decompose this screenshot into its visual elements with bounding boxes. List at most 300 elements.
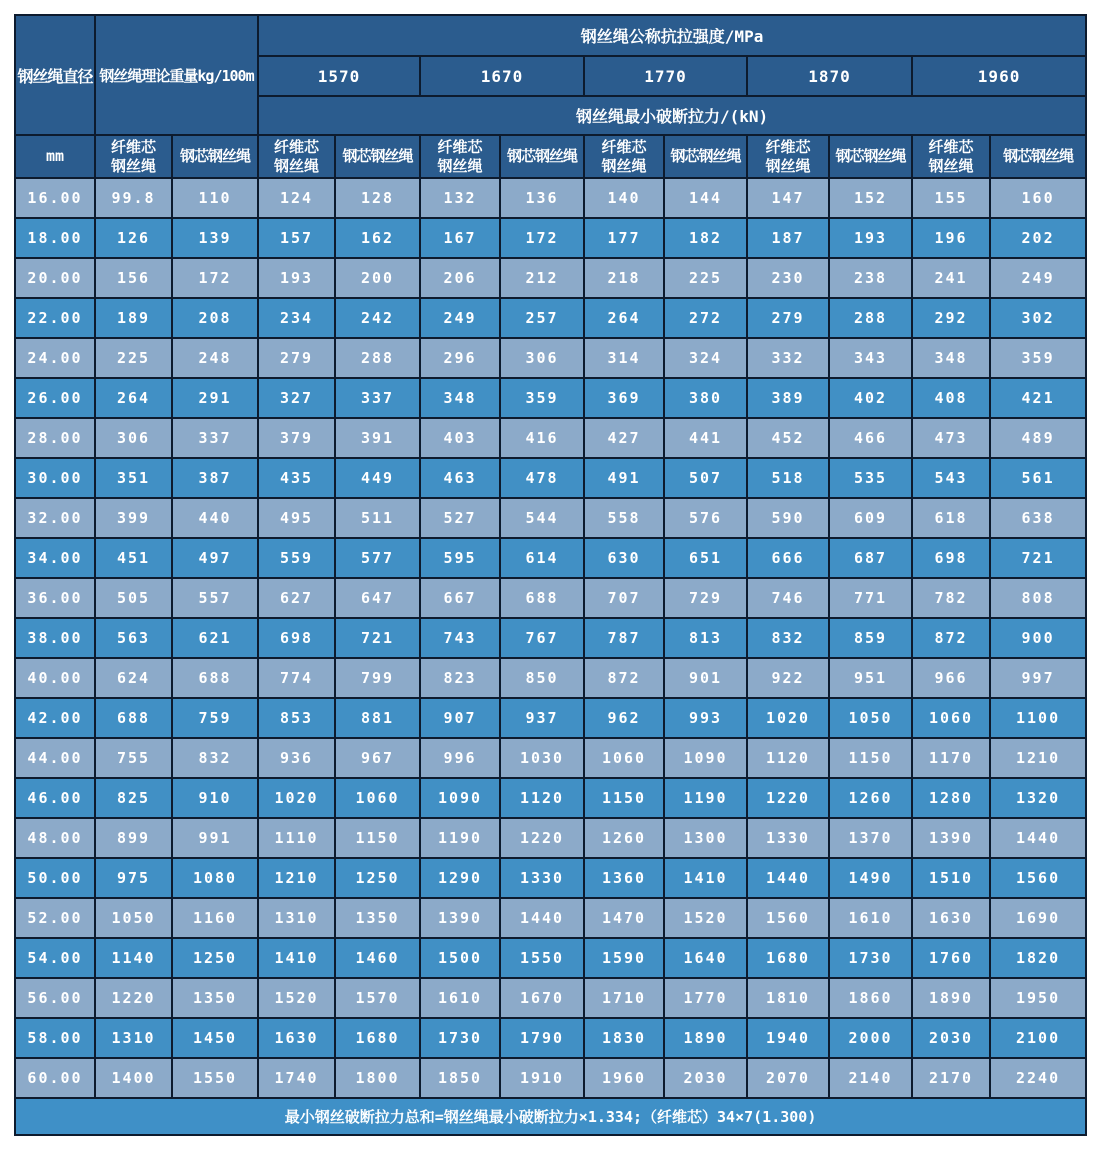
cell-value: 421 (990, 378, 1086, 418)
header-unit-mm: mm (15, 135, 95, 178)
table-row (15, 218, 1086, 258)
cell-value: 234 (258, 298, 335, 338)
cell-value: 907 (420, 698, 500, 738)
cell-value: 767 (500, 618, 584, 658)
cell-value: 621 (172, 618, 258, 658)
header-grade-1870: 1870 (747, 56, 912, 96)
header-steel-core-rope: 钢芯钢丝绳 (990, 135, 1086, 178)
cell-value: 991 (172, 818, 258, 858)
cell-value: 157 (258, 218, 335, 258)
cell-value: 1630 (258, 1018, 335, 1058)
cell-value: 853 (258, 698, 335, 738)
cell-value: 627 (258, 578, 335, 618)
cell-value: 189 (95, 298, 172, 338)
cell-value: 1800 (335, 1058, 420, 1098)
cell-value: 1850 (420, 1058, 500, 1098)
table-row (15, 818, 1086, 858)
table-row (15, 618, 1086, 658)
cell-value: 590 (747, 498, 829, 538)
cell-value: 451 (95, 538, 172, 578)
cell-value: 249 (420, 298, 500, 338)
cell-value: 1260 (829, 778, 912, 818)
cell-value: 729 (664, 578, 747, 618)
cell-value: 1150 (829, 738, 912, 778)
cell-value: 1210 (990, 738, 1086, 778)
cell-value: 1810 (747, 978, 829, 1018)
cell-value: 225 (95, 338, 172, 378)
cell-value: 466 (829, 418, 912, 458)
cell-value: 962 (584, 698, 664, 738)
cell-value: 379 (258, 418, 335, 458)
cell-value: 440 (172, 498, 258, 538)
cell-value: 688 (500, 578, 584, 618)
cell-value: 1150 (335, 818, 420, 858)
header-grade-1770: 1770 (584, 56, 747, 96)
cell-value: 1730 (829, 938, 912, 978)
cell-value: 1160 (172, 898, 258, 938)
cell-value: 698 (912, 538, 990, 578)
cell-value: 666 (747, 538, 829, 578)
header-steel-core-rope: 钢芯钢丝绳 (664, 135, 747, 178)
header-fiber-core-rope: 纤维芯 钢丝绳 (747, 135, 829, 178)
cell-value: 359 (500, 378, 584, 418)
cell-diameter: 50.00 (15, 858, 95, 898)
cell-value: 177 (584, 218, 664, 258)
cell-diameter: 16.00 (15, 178, 95, 218)
cell-value: 1630 (912, 898, 990, 938)
cell-value: 144 (664, 178, 747, 218)
cell-value: 975 (95, 858, 172, 898)
cell-value: 638 (990, 498, 1086, 538)
cell-value: 478 (500, 458, 584, 498)
cell-value: 1320 (990, 778, 1086, 818)
cell-value: 292 (912, 298, 990, 338)
cell-value: 279 (258, 338, 335, 378)
cell-value: 193 (829, 218, 912, 258)
cell-value: 291 (172, 378, 258, 418)
cell-value: 1560 (747, 898, 829, 938)
cell-value: 1170 (912, 738, 990, 778)
cell-value: 823 (420, 658, 500, 698)
cell-value: 182 (664, 218, 747, 258)
cell-value: 614 (500, 538, 584, 578)
cell-value: 1250 (335, 858, 420, 898)
cell-value: 337 (335, 378, 420, 418)
cell-value: 288 (829, 298, 912, 338)
cell-value: 279 (747, 298, 829, 338)
cell-value: 922 (747, 658, 829, 698)
cell-value: 343 (829, 338, 912, 378)
cell-value: 126 (95, 218, 172, 258)
cell-value: 212 (500, 258, 584, 298)
cell-value: 1950 (990, 978, 1086, 1018)
cell-value: 348 (912, 338, 990, 378)
cell-value: 1080 (172, 858, 258, 898)
cell-value: 609 (829, 498, 912, 538)
cell-value: 230 (747, 258, 829, 298)
cell-value: 1570 (335, 978, 420, 1018)
cell-value: 872 (584, 658, 664, 698)
cell-value: 193 (258, 258, 335, 298)
cell-value: 544 (500, 498, 584, 538)
header-steel-core-rope: 钢芯钢丝绳 (829, 135, 912, 178)
table-row (15, 298, 1086, 338)
cell-value: 899 (95, 818, 172, 858)
table-row (15, 898, 1086, 938)
cell-value: 667 (420, 578, 500, 618)
cell-value: 1560 (990, 858, 1086, 898)
cell-value: 369 (584, 378, 664, 418)
cell-value: 332 (747, 338, 829, 378)
cell-diameter: 42.00 (15, 698, 95, 738)
cell-value: 996 (420, 738, 500, 778)
cell-value: 167 (420, 218, 500, 258)
cell-value: 124 (258, 178, 335, 218)
cell-value: 813 (664, 618, 747, 658)
cell-value: 110 (172, 178, 258, 218)
cell-value: 1820 (990, 938, 1086, 978)
cell-value: 901 (664, 658, 747, 698)
cell-value: 427 (584, 418, 664, 458)
cell-value: 507 (664, 458, 747, 498)
cell-value: 936 (258, 738, 335, 778)
cell-diameter: 38.00 (15, 618, 95, 658)
cell-value: 1370 (829, 818, 912, 858)
cell-value: 825 (95, 778, 172, 818)
cell-value: 140 (584, 178, 664, 218)
footer-note: 最小钢丝破断拉力总和=钢丝绳最小破断拉力×1.334;（纤维芯）34×7(1.300) (15, 1098, 1086, 1135)
cell-value: 1220 (95, 978, 172, 1018)
cell-value: 1030 (500, 738, 584, 778)
table-row (15, 378, 1086, 418)
cell-value: 1260 (584, 818, 664, 858)
cell-value: 249 (990, 258, 1086, 298)
table-row (15, 738, 1086, 778)
cell-value: 1610 (420, 978, 500, 1018)
cell-value: 2070 (747, 1058, 829, 1098)
cell-value: 1220 (500, 818, 584, 858)
cell-value: 687 (829, 538, 912, 578)
cell-value: 380 (664, 378, 747, 418)
header-fiber-core-rope: 纤维芯 钢丝绳 (912, 135, 990, 178)
cell-diameter: 52.00 (15, 898, 95, 938)
cell-value: 1910 (500, 1058, 584, 1098)
cell-value: 951 (829, 658, 912, 698)
header-fiber-core-rope: 纤维芯 钢丝绳 (258, 135, 335, 178)
cell-value: 1690 (990, 898, 1086, 938)
cell-value: 808 (990, 578, 1086, 618)
cell-value: 1470 (584, 898, 664, 938)
cell-value: 306 (95, 418, 172, 458)
cell-value: 527 (420, 498, 500, 538)
cell-value: 1510 (912, 858, 990, 898)
cell-value: 1790 (500, 1018, 584, 1058)
cell-value: 576 (664, 498, 747, 538)
cell-value: 1740 (258, 1058, 335, 1098)
cell-value: 172 (500, 218, 584, 258)
cell-value: 557 (172, 578, 258, 618)
cell-value: 967 (335, 738, 420, 778)
cell-value: 881 (335, 698, 420, 738)
header-fiber-core-rope: 纤维芯 钢丝绳 (95, 135, 172, 178)
cell-value: 577 (335, 538, 420, 578)
cell-value: 2240 (990, 1058, 1086, 1098)
cell-value: 387 (172, 458, 258, 498)
cell-value: 910 (172, 778, 258, 818)
cell-value: 1020 (258, 778, 335, 818)
cell-value: 1290 (420, 858, 500, 898)
cell-diameter: 60.00 (15, 1058, 95, 1098)
cell-value: 774 (258, 658, 335, 698)
cell-value: 1520 (664, 898, 747, 938)
cell-value: 132 (420, 178, 500, 218)
cell-value: 147 (747, 178, 829, 218)
cell-value: 1490 (829, 858, 912, 898)
cell-value: 1310 (95, 1018, 172, 1058)
cell-value: 99.8 (95, 178, 172, 218)
cell-value: 743 (420, 618, 500, 658)
cell-value: 721 (990, 538, 1086, 578)
cell-value: 1940 (747, 1018, 829, 1058)
cell-value: 1020 (747, 698, 829, 738)
cell-value: 1550 (500, 938, 584, 978)
cell-value: 1060 (584, 738, 664, 778)
table-row (15, 1018, 1086, 1058)
cell-value: 351 (95, 458, 172, 498)
cell-value: 707 (584, 578, 664, 618)
cell-value: 202 (990, 218, 1086, 258)
table-row (15, 338, 1086, 378)
cell-value: 872 (912, 618, 990, 658)
header-grade-1960: 1960 (912, 56, 1086, 96)
table-row (15, 578, 1086, 618)
cell-diameter: 28.00 (15, 418, 95, 458)
cell-value: 1390 (912, 818, 990, 858)
table-row (15, 938, 1086, 978)
cell-value: 136 (500, 178, 584, 218)
cell-value: 160 (990, 178, 1086, 218)
cell-value: 1090 (420, 778, 500, 818)
table-row (15, 538, 1086, 578)
cell-value: 463 (420, 458, 500, 498)
cell-value: 1400 (95, 1058, 172, 1098)
cell-value: 1330 (747, 818, 829, 858)
cell-value: 196 (912, 218, 990, 258)
table-row (15, 778, 1086, 818)
cell-value: 2170 (912, 1058, 990, 1098)
cell-value: 2000 (829, 1018, 912, 1058)
header-steel-core-rope: 钢芯钢丝绳 (172, 135, 258, 178)
cell-value: 1300 (664, 818, 747, 858)
cell-diameter: 22.00 (15, 298, 95, 338)
cell-value: 1670 (500, 978, 584, 1018)
wire-rope-spec-table (14, 14, 1087, 1136)
cell-value: 1460 (335, 938, 420, 978)
cell-value: 1680 (335, 1018, 420, 1058)
cell-value: 128 (335, 178, 420, 218)
cell-value: 402 (829, 378, 912, 418)
cell-diameter: 32.00 (15, 498, 95, 538)
table-row (15, 658, 1086, 698)
cell-value: 1590 (584, 938, 664, 978)
table-row (15, 1058, 1086, 1098)
cell-value: 391 (335, 418, 420, 458)
cell-value: 1640 (664, 938, 747, 978)
cell-value: 561 (990, 458, 1086, 498)
cell-value: 314 (584, 338, 664, 378)
cell-value: 535 (829, 458, 912, 498)
cell-diameter: 46.00 (15, 778, 95, 818)
cell-value: 495 (258, 498, 335, 538)
cell-value: 473 (912, 418, 990, 458)
cell-value: 1760 (912, 938, 990, 978)
cell-diameter: 18.00 (15, 218, 95, 258)
cell-value: 759 (172, 698, 258, 738)
cell-value: 272 (664, 298, 747, 338)
table-row (15, 458, 1086, 498)
cell-value: 1680 (747, 938, 829, 978)
cell-value: 698 (258, 618, 335, 658)
cell-value: 324 (664, 338, 747, 378)
cell-value: 206 (420, 258, 500, 298)
cell-value: 1280 (912, 778, 990, 818)
cell-value: 2100 (990, 1018, 1086, 1058)
cell-value: 688 (95, 698, 172, 738)
header-theoretical-weight: 钢丝绳理论重量kg/100m (95, 15, 258, 135)
cell-value: 1060 (335, 778, 420, 818)
cell-value: 257 (500, 298, 584, 338)
cell-value: 1120 (747, 738, 829, 778)
header-fiber-core-rope: 纤维芯 钢丝绳 (584, 135, 664, 178)
cell-value: 1190 (420, 818, 500, 858)
cell-value: 152 (829, 178, 912, 218)
cell-value: 559 (258, 538, 335, 578)
cell-value: 348 (420, 378, 500, 418)
cell-value: 755 (95, 738, 172, 778)
cell-value: 1050 (829, 698, 912, 738)
cell-value: 1410 (258, 938, 335, 978)
cell-value: 799 (335, 658, 420, 698)
table-row (15, 978, 1086, 1018)
cell-value: 302 (990, 298, 1086, 338)
header-steel-core-rope: 钢芯钢丝绳 (500, 135, 584, 178)
cell-value: 1710 (584, 978, 664, 1018)
cell-value: 1410 (664, 858, 747, 898)
cell-value: 1610 (829, 898, 912, 938)
cell-diameter: 54.00 (15, 938, 95, 978)
cell-value: 441 (664, 418, 747, 458)
cell-value: 327 (258, 378, 335, 418)
cell-value: 241 (912, 258, 990, 298)
cell-value: 162 (335, 218, 420, 258)
cell-value: 187 (747, 218, 829, 258)
cell-value: 1520 (258, 978, 335, 1018)
table-row (15, 858, 1086, 898)
cell-diameter: 24.00 (15, 338, 95, 378)
cell-value: 647 (335, 578, 420, 618)
cell-diameter: 34.00 (15, 538, 95, 578)
cell-diameter: 58.00 (15, 1018, 95, 1058)
cell-value: 511 (335, 498, 420, 538)
cell-diameter: 40.00 (15, 658, 95, 698)
cell-value: 688 (172, 658, 258, 698)
header-min-breaking-force: 钢丝绳最小破断拉力/(kN) (258, 96, 1086, 135)
cell-value: 200 (335, 258, 420, 298)
cell-value: 491 (584, 458, 664, 498)
cell-value: 1140 (95, 938, 172, 978)
cell-value: 1450 (172, 1018, 258, 1058)
cell-value: 746 (747, 578, 829, 618)
cell-value: 782 (912, 578, 990, 618)
cell-value: 1050 (95, 898, 172, 938)
cell-value: 408 (912, 378, 990, 418)
cell-value: 1060 (912, 698, 990, 738)
cell-value: 1960 (584, 1058, 664, 1098)
cell-value: 771 (829, 578, 912, 618)
cell-value: 489 (990, 418, 1086, 458)
cell-value: 1120 (500, 778, 584, 818)
cell-value: 595 (420, 538, 500, 578)
table-row (15, 698, 1086, 738)
cell-value: 337 (172, 418, 258, 458)
cell-value: 172 (172, 258, 258, 298)
cell-value: 558 (584, 498, 664, 538)
cell-value: 1250 (172, 938, 258, 978)
cell-value: 505 (95, 578, 172, 618)
cell-value: 787 (584, 618, 664, 658)
cell-value: 966 (912, 658, 990, 698)
cell-value: 1190 (664, 778, 747, 818)
cell-value: 997 (990, 658, 1086, 698)
table-row (15, 178, 1086, 218)
cell-diameter: 26.00 (15, 378, 95, 418)
cell-value: 618 (912, 498, 990, 538)
cell-value: 1500 (420, 938, 500, 978)
cell-value: 1390 (420, 898, 500, 938)
cell-value: 2030 (912, 1018, 990, 1058)
header-diameter: 钢丝绳直径 (15, 15, 95, 135)
cell-value: 359 (990, 338, 1086, 378)
cell-value: 449 (335, 458, 420, 498)
cell-value: 1860 (829, 978, 912, 1018)
cell-value: 543 (912, 458, 990, 498)
cell-value: 288 (335, 338, 420, 378)
cell-value: 1310 (258, 898, 335, 938)
cell-value: 937 (500, 698, 584, 738)
cell-value: 832 (747, 618, 829, 658)
cell-value: 389 (747, 378, 829, 418)
header-grade-1570: 1570 (258, 56, 420, 96)
cell-value: 238 (829, 258, 912, 298)
cell-value: 155 (912, 178, 990, 218)
cell-value: 1350 (172, 978, 258, 1018)
cell-value: 264 (95, 378, 172, 418)
cell-value: 1110 (258, 818, 335, 858)
cell-value: 1210 (258, 858, 335, 898)
cell-value: 651 (664, 538, 747, 578)
cell-value: 416 (500, 418, 584, 458)
cell-value: 2030 (664, 1058, 747, 1098)
header-grade-1670: 1670 (420, 56, 584, 96)
cell-value: 156 (95, 258, 172, 298)
header-nominal-tensile-strength: 钢丝绳公称抗拉强度/MPa (258, 15, 1086, 56)
cell-value: 452 (747, 418, 829, 458)
cell-diameter: 56.00 (15, 978, 95, 1018)
cell-value: 563 (95, 618, 172, 658)
cell-diameter: 36.00 (15, 578, 95, 618)
cell-value: 993 (664, 698, 747, 738)
cell-value: 225 (664, 258, 747, 298)
